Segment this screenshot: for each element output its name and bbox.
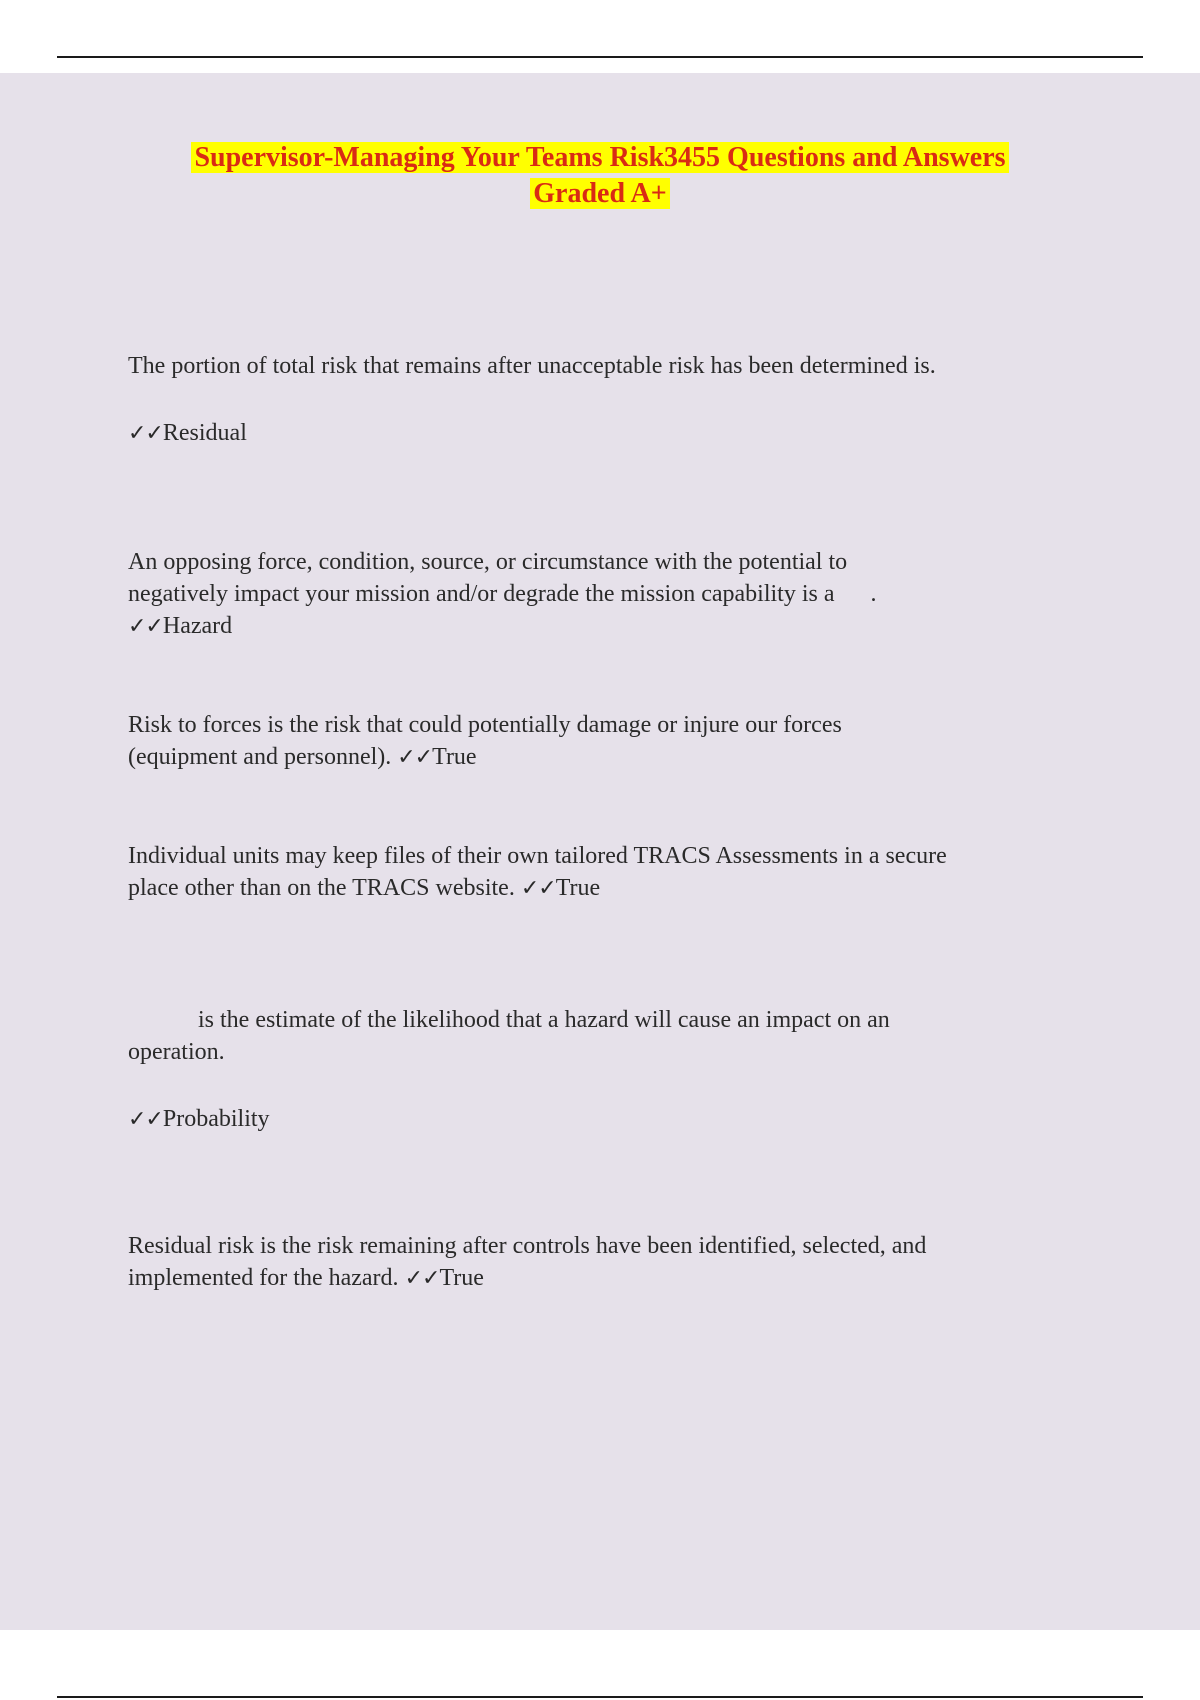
answer-3: True — [432, 744, 477, 770]
question-4-line-1: Individual units may keep files of their own tailored TRACS Assessments in a secure — [128, 843, 947, 869]
double-check-icon: ✓✓ — [128, 614, 163, 639]
double-check-icon: ✓✓ — [404, 1266, 440, 1291]
qa-item-5 — [128, 1004, 1088, 1136]
question-1: The portion of total risk that remains after unacceptable risk has been determined is. — [128, 353, 936, 379]
question-4-line-2: place other than on the TRACS website. ✓✓True — [128, 875, 601, 901]
qa-item-3 — [128, 709, 1088, 774]
question-2-line-2: negatively impact your mission and/or degrade the mission capability is a . — [128, 581, 877, 607]
answer-4: True — [555, 875, 601, 901]
bottom-rule — [57, 1696, 1143, 1698]
qa-item-4 — [128, 840, 1088, 905]
question-5-line-2: operation. — [128, 1039, 225, 1065]
document-title — [0, 140, 1200, 212]
question-5-line-1: is the estimate of the likelihood that a hazard will cause an impact on an — [198, 1007, 890, 1033]
qa-item-2 — [128, 546, 1088, 643]
double-check-icon: ✓✓ — [128, 1107, 163, 1132]
answer-1: ✓✓Residual — [128, 420, 247, 446]
qa-item-1 — [128, 350, 1088, 450]
title-line-2: Graded A+ — [530, 178, 669, 209]
question-2-line-1: An opposing force, condition, source, or circumstance with the potential to — [128, 549, 848, 575]
answer-5: ✓✓Probability — [128, 1106, 270, 1132]
qa-item-6 — [128, 1230, 1088, 1295]
question-3-line-1: Risk to forces is the risk that could potentially damage or injure our forces — [128, 712, 842, 738]
answer-2: ✓✓Hazard — [128, 613, 233, 639]
question-3-line-2: (equipment and personnel). ✓✓True — [128, 744, 477, 770]
top-rule — [57, 56, 1143, 58]
double-check-icon: ✓✓ — [128, 421, 163, 446]
double-check-icon: ✓✓ — [397, 745, 433, 770]
title-line-1: Supervisor-Managing Your Teams Risk3455 Questions and Answers — [191, 142, 1008, 173]
double-check-icon: ✓✓ — [520, 876, 556, 901]
question-6-line-1: Residual risk is the risk remaining after controls have been identified, selected, and — [128, 1233, 927, 1259]
answer-6: True — [439, 1265, 484, 1291]
question-6-line-2: implemented for the hazard. ✓✓True — [128, 1265, 484, 1291]
